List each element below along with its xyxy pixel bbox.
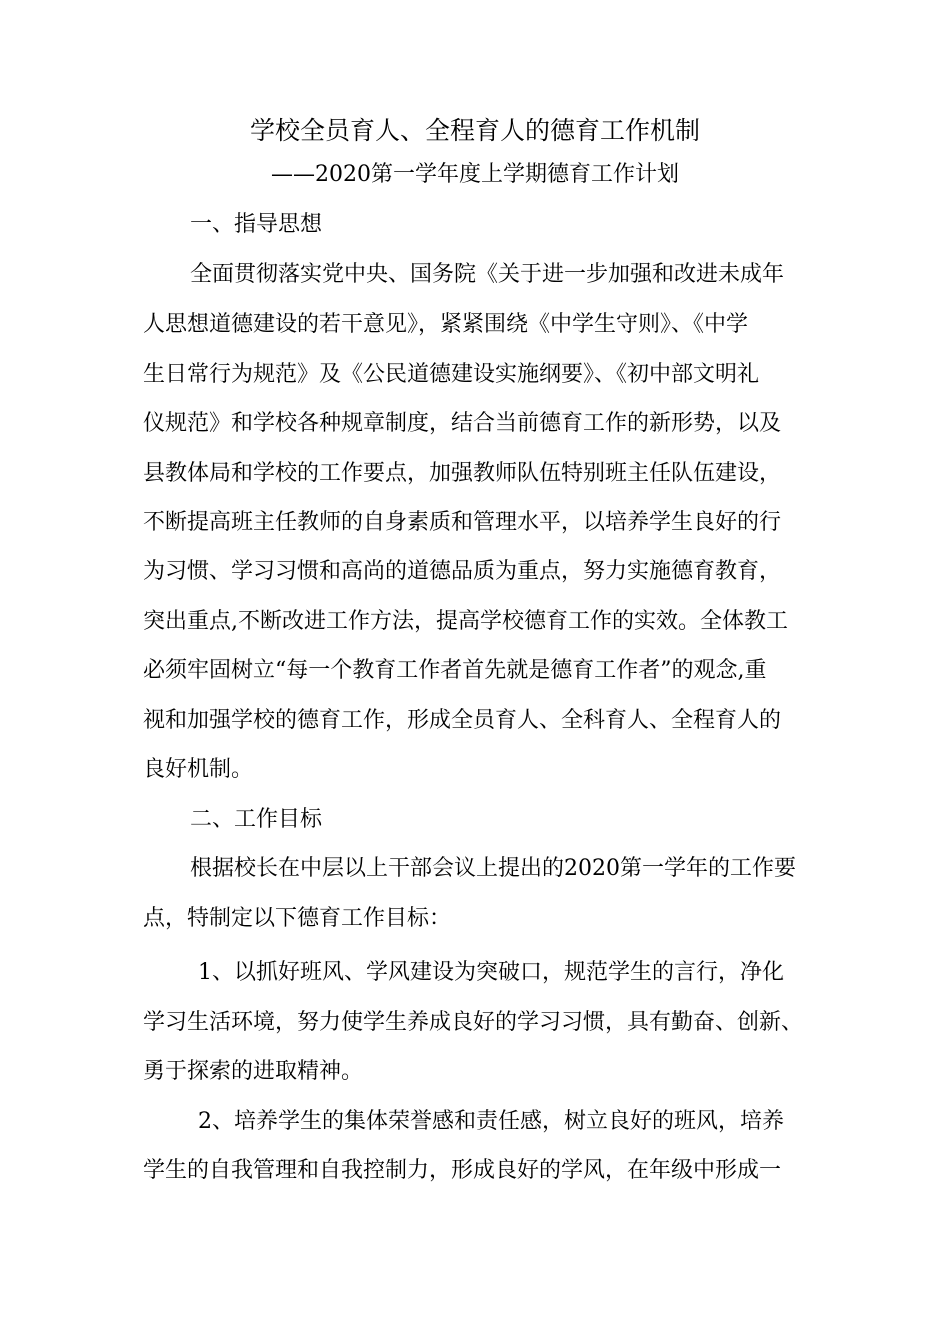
- list-item-line: 学习生活环境，努力使学生养成良好的学习习惯，具有勤奋、创新、: [143, 1010, 804, 1035]
- section-heading-work-goals: 二、工作目标: [190, 807, 323, 832]
- paragraph-line: 根据校长在中层以上干部会议上提出的2020第一学年的工作要: [190, 856, 796, 881]
- paragraph-line: 人思想道德建设的若干意见》，紧紧围绕《中学生守则》、《中学: [143, 312, 749, 337]
- paragraph-line: 良好机制。: [143, 757, 254, 782]
- paragraph-line: 必须牢固树立“每一个教育工作者首先就是德育工作者”的观念,重: [143, 658, 767, 683]
- section-heading-guiding-ideology: 一、指导思想: [190, 212, 323, 237]
- paragraph-line: 全面贯彻落实党中央、国务院《关于进一步加强和改进未成年: [190, 262, 785, 287]
- paragraph-line: 县教体局和学校的工作要点，加强教师队伍特别班主任队伍建设，: [143, 461, 782, 486]
- paragraph-line: 为习惯、学习习惯和高尚的道德品质为重点，努力实施德育教育，: [143, 559, 782, 584]
- paragraph-line: 生日常行为规范》及《公民道德建设实施纲要》、《初中部文明礼: [143, 362, 760, 387]
- list-item-line: 勇于探索的进取精神。: [143, 1059, 364, 1084]
- paragraph-line: 不断提高班主任教师的自身素质和管理水平，以培养学生良好的行: [143, 510, 782, 535]
- list-item-line: 2、培养学生的集体荣誉感和责任感，树立良好的班风，培养: [198, 1109, 784, 1134]
- paragraph-line: 仪规范》和学校各种规章制度，结合当前德育工作的新形势，以及: [143, 411, 782, 436]
- paragraph-line: 点，特制定以下德育工作目标：: [143, 906, 452, 931]
- document-title: 学校全员育人、全程育人的德育工作机制: [249, 116, 700, 145]
- paragraph-line: 视和加强学校的德育工作，形成全员育人、全科育人、全程育人的: [143, 708, 782, 733]
- paragraph-line: 突出重点,不断改进工作方法，提高学校德育工作的实效。全体教工: [143, 609, 788, 634]
- list-item-line: 1、以抓好班风、学风建设为突破口，规范学生的言行，净化: [198, 960, 784, 985]
- list-item-line: 学生的自我管理和自我控制力，形成良好的学风，在年级中形成一: [143, 1158, 782, 1183]
- document-subtitle: ——2020第一学年度上学期德育工作计划: [271, 162, 679, 187]
